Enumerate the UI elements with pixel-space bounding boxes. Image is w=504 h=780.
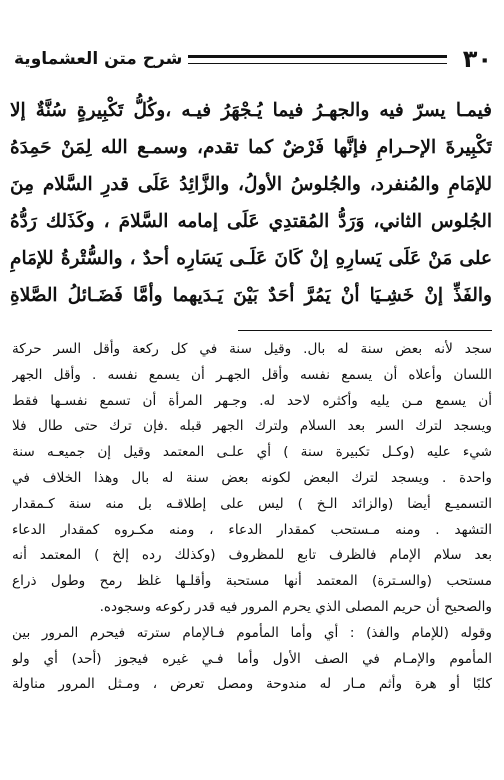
footnote-line: بعد سلام الإمام فالظرف تابع للمظروف (وكذلك رده إلخ ) المعتمد أنه — [12, 547, 492, 564]
main-text-line: والفَذِّ إنْ خَشِـيَا أنْ يَمُرَّ أحَدٌ بَيْنَ يَـدَيهما وأمَّا فَضَـائلُ الصَّلاةِ — [10, 285, 492, 306]
book-title: شرح متن العشماوية — [14, 49, 183, 69]
main-text-line: على مَنْ عَلَى يَسارِهِ إنْ كَانَ عَلَـى يَسَارِه أحدٌ ، والسُّتْرةُ للإمَامِ — [10, 248, 492, 269]
footnote-line: اللسان وأعلاه أن يسمع نفسه وأقل الجهـر أن يسمع نفسه . وأقل الجهر — [12, 366, 492, 383]
footnote-line: شيء عليه (وكـل تكبيرة سنة ) أي علـى المعتمد وقيل إن جميعـه سنة — [12, 444, 492, 461]
footnote-line: وقوله (للإمام والفذ) : أي وأما المأموم فـالإمام سترته فيحرم المرور بين — [12, 624, 492, 641]
footnote-line: أن يسمع مـن يليه وأكثره لاحد له. وجـهر المرأة أن تسمع نفسـها فقط — [12, 392, 492, 409]
footnote-line: ويسجد لترك السر بعد السلام ولترك الجهر قبله .فإن ترك حتى طال فلا — [12, 418, 492, 435]
footnote-text — [12, 337, 492, 698]
footnote-line: سجد لأنه بعض سنة له بال. وقيل سنة في كل ركعة وأقل السر حركة — [12, 341, 492, 357]
footnote-line: والصحيح أن حريم المصلى الذي يحرم المرور فيه قدر ركوعه وسجوده. — [99, 598, 492, 615]
header-rule — [188, 55, 446, 64]
footnote-separator — [238, 330, 492, 331]
main-text-line: الجُلوس الثاني، وَرَدُّ المُقتدِي عَلَى إمامه السَّلامَ ، وكَذَلك رَدُّهُ — [10, 211, 492, 232]
page-number: ٣٠ — [462, 45, 492, 73]
footnote-line: المأموم والإمـام في الصف الأول وأما فـي غيره فيجوز (أحد) أي ولو — [12, 650, 492, 667]
footnote-line: التسميـع أيضا (والزائد الـخ ) ليس على إطلاقـه بل منه سنة كـمقدار — [12, 495, 492, 512]
main-text-line: تَكْبِيرةَ الإحـرامِ فإنَّها فَرْضٌ كما تقدم، وسمـع الله لِمَنْ حَمِدَهُ — [10, 137, 492, 158]
footnote-line: واحدة . ويسجد لترك البعض لكونه بعض سنة له بال وهذا الخلاف في — [12, 469, 492, 486]
main-text — [10, 92, 492, 314]
main-text-line: للإمَامِ والمُنفرد، والجُلوسُ الأولُ، والزَّائِدُ عَلَى قدرِ السَّلام مِنَ — [10, 174, 492, 195]
page-header — [14, 42, 492, 76]
footnote-line: مستحب (والسـترة) المعتمد أنها مستحبة وأقلـها غلظ رمح وطول ذراع — [12, 573, 492, 590]
footnote-line: كلبًا أو هرة وأثم مـار له مندوحة ومصل تعرض ، ومـثل المرور مناولة — [12, 676, 492, 693]
footnote-line: التشهد . ومنه مـستحب كمقدار الدعاء ، ومنه مكـروه كمقدار الدعاء — [12, 521, 492, 538]
main-text-line: فيمـا يسرّ فيه والجهـرُ فيما يُـجْهَرُ فيـه ،وكُلُّ تَكْبِيرةٍ سُنَّةٌ إلا — [10, 100, 492, 121]
